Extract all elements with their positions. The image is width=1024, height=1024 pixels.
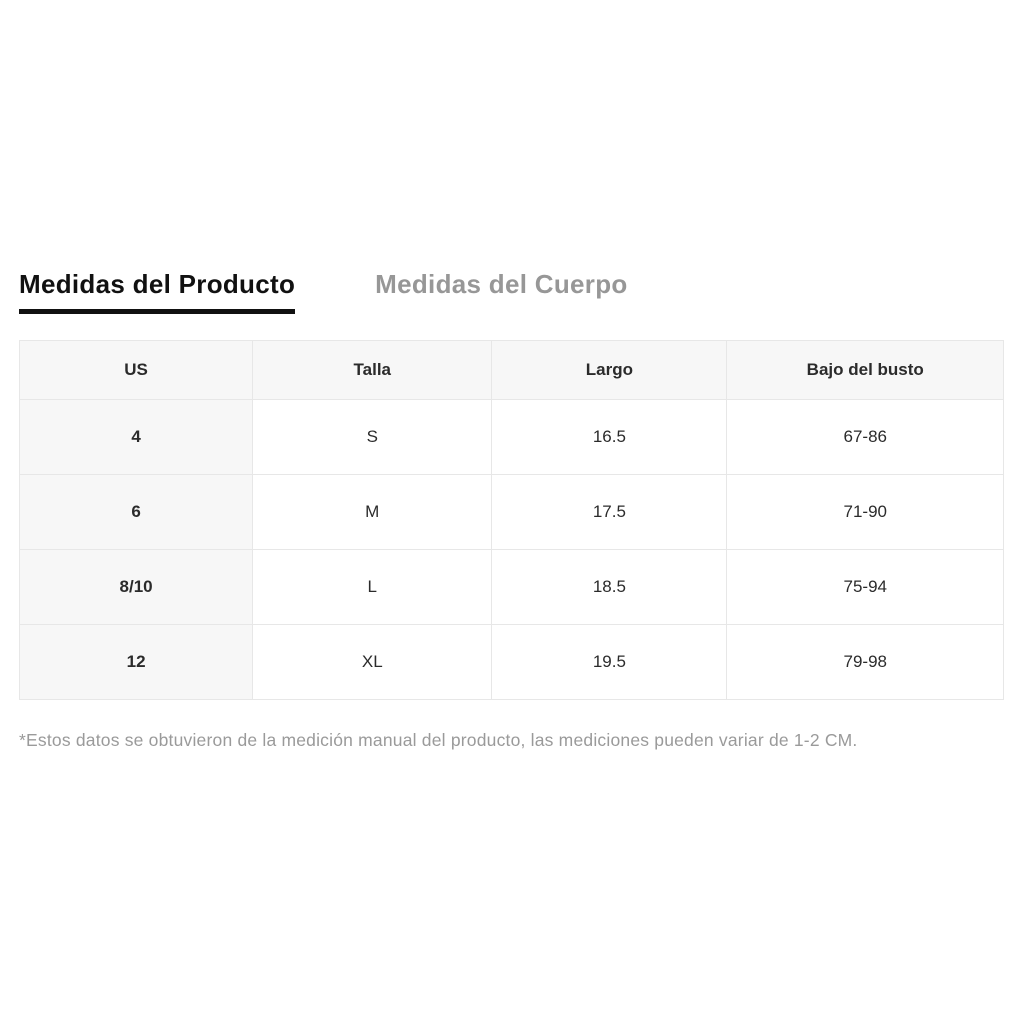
size-guide-content xyxy=(19,270,1004,751)
size-table xyxy=(19,340,1004,700)
table-row xyxy=(20,624,1004,699)
cell-bajo-del-busto: 75-94 xyxy=(727,549,1004,624)
cell-talla: L xyxy=(253,549,492,624)
column-header-bajo-del-busto: Bajo del busto xyxy=(727,340,1004,399)
measurement-disclaimer: *Estos datos se obtuvieron de la medición manual del producto, las mediciones pueden variar de 1-2 CM. xyxy=(19,729,858,750)
tab-medidas-del-cuerpo-label: Medidas del Cuerpo xyxy=(375,269,628,299)
size-guide-tabs xyxy=(19,270,1004,314)
tab-medidas-del-producto-label: Medidas del Producto xyxy=(19,269,296,299)
cell-us: 8/10 xyxy=(20,549,253,624)
cell-talla: M xyxy=(253,474,492,549)
cell-us: 12 xyxy=(20,624,253,699)
table-row xyxy=(20,549,1004,624)
table-row xyxy=(20,474,1004,549)
cell-bajo-del-busto: 71-90 xyxy=(727,474,1004,549)
column-header-largo: Largo xyxy=(492,340,727,399)
cell-largo: 17.5 xyxy=(492,474,727,549)
tab-medidas-del-producto[interactable] xyxy=(19,270,295,314)
tab-medidas-del-cuerpo[interactable] xyxy=(375,270,627,300)
column-header-us: US xyxy=(20,340,253,399)
cell-bajo-del-busto: 79-98 xyxy=(727,624,1004,699)
cell-us: 6 xyxy=(20,474,253,549)
cell-us: 4 xyxy=(20,399,253,474)
cell-talla: S xyxy=(253,399,492,474)
cell-largo: 18.5 xyxy=(492,549,727,624)
cell-largo: 19.5 xyxy=(492,624,727,699)
table-row xyxy=(20,399,1004,474)
size-table-header-row xyxy=(20,340,1004,399)
cell-largo: 16.5 xyxy=(492,399,727,474)
cell-bajo-del-busto: 67-86 xyxy=(727,399,1004,474)
cell-talla: XL xyxy=(253,624,492,699)
column-header-talla: Talla xyxy=(253,340,492,399)
